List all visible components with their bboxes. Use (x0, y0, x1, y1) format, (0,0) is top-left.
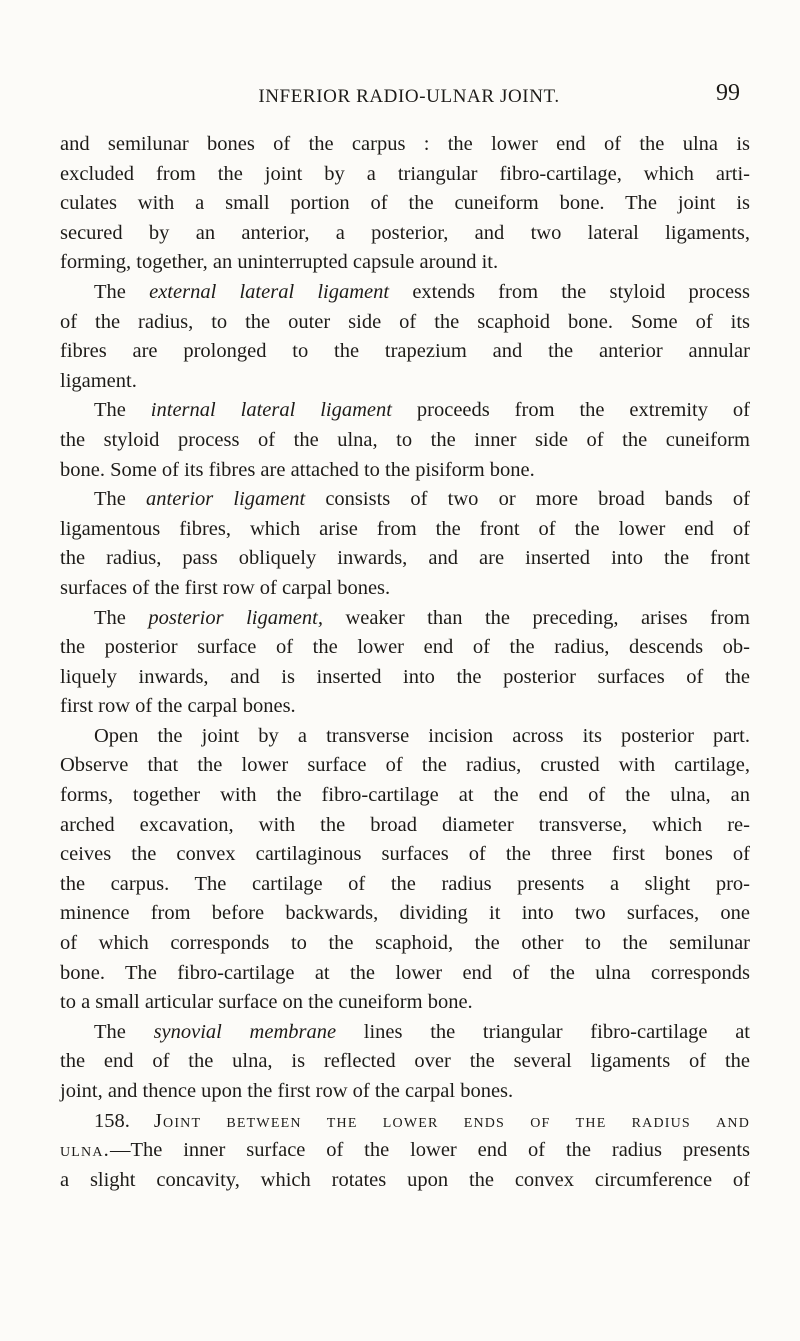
text-line (60, 604, 750, 634)
text-line (60, 396, 750, 426)
body-text (60, 130, 750, 1195)
italic-term: anterior ligament (146, 488, 306, 511)
text-line: fibres are prolonged to the trapezium and the anterior annular (60, 340, 750, 363)
line-text: weaker than the preceding, arises from (322, 606, 750, 629)
text-line: the radius, pass obliquely inwards, and are inserted into the front (60, 547, 750, 570)
italic-term: internal lateral ligament (150, 399, 392, 422)
italic-term: external lateral ligament (149, 280, 390, 303)
line-text: —The inner surface of the lower end of the radius presents (110, 1139, 750, 1162)
text-line: excluded from the joint by a triangular fibro-cartilage, which arti- (60, 162, 750, 185)
line-text: The (94, 280, 150, 303)
line-text: consists of two or more broad bands of (305, 488, 751, 511)
section-number: 158. (94, 1109, 154, 1132)
line-text: The (94, 1020, 154, 1043)
line-text: lines the triangular fibro-cartilage at (336, 1020, 751, 1043)
running-title: INFERIOR RADIO-ULNAR JOINT. (258, 86, 560, 107)
text-line: of the radius, to the outer side of the scaphoid bone. Some of its (60, 310, 750, 333)
text-line: surfaces of the first row of carpal bones. (60, 576, 391, 599)
text-line: the styloid process of the ulna, to the inner side of the cuneiform (60, 428, 750, 451)
text-line: Open the joint by a transverse incision across its posterior part. (94, 724, 750, 747)
text-line: minence from before backwards, dividing it into two surfaces, one (60, 902, 750, 925)
text-line: Observe that the lower surface of the radius, crusted with cartilage, (60, 754, 750, 777)
text-line: bone. The fibro-cartilage at the lower end of the ulna corresponds (60, 961, 750, 984)
text-line: to a small articular surface on the cuneiform bone. (60, 991, 473, 1014)
italic-term: posterior ligament, (148, 606, 323, 629)
line-text: proceeds from the extremity of (391, 399, 750, 422)
text-line: ligamentous fibres, which arise from the front of the lower end of (60, 517, 750, 540)
text-line: the end of the ulna, is reflected over the several ligaments of the (60, 1050, 750, 1073)
text-line: the carpus. The cartilage of the radius presents a slight pro- (60, 872, 750, 895)
text-line (60, 1018, 750, 1048)
text-line: forming, together, an uninterrupted capsule around it. (60, 251, 499, 274)
section-heading-line (60, 1107, 750, 1137)
text-line: and semilunar bones of the carpus : the lower end of the ulna is (60, 133, 750, 155)
text-line: forms, together with the fibro-cartilage at the end of the ulna, an (60, 784, 750, 807)
text-line: liquely inwards, and is inserted into the posterior surfaces of the (60, 665, 750, 688)
text-line (60, 485, 750, 515)
text-line: ceives the convex cartilaginous surfaces of the three first bones of (60, 843, 750, 866)
text-line: secured by an anterior, a posterior, and two lateral ligaments, (60, 221, 750, 244)
text-line: a slight concavity, which rotates upon the convex circumference of (60, 1168, 750, 1191)
page-number: 99 (716, 80, 740, 106)
line-text: The (94, 488, 147, 511)
text-line: of which corresponds to the scaphoid, the other to the semilunar (60, 932, 750, 955)
line-text: The (94, 399, 151, 422)
italic-term: synovial membrane (153, 1020, 337, 1043)
text-line: bone. Some of its fibres are attached to the pisiform bone. (60, 458, 535, 481)
text-line: arched excavation, with the broad diameter transverse, which re- (60, 813, 750, 836)
text-line: the posterior surface of the lower end of the radius, descends ob- (60, 636, 750, 659)
text-line: ligament. (60, 369, 137, 392)
running-head (56, 80, 744, 116)
text-line (60, 278, 750, 308)
text-line: joint, and thence upon the first row of the carpal bones. (60, 1080, 514, 1102)
line-text: extends from the styloid process (389, 280, 751, 303)
text-line: first row of the carpal bones. (60, 695, 296, 718)
text-line: culates with a small portion of the cuneiform bone. The joint is (60, 192, 750, 215)
line-text: The (94, 606, 149, 629)
section-heading: Joint between the lower ends of the radius and (153, 1109, 751, 1132)
section-heading: ulna. (60, 1139, 111, 1162)
text-line (60, 1136, 750, 1166)
